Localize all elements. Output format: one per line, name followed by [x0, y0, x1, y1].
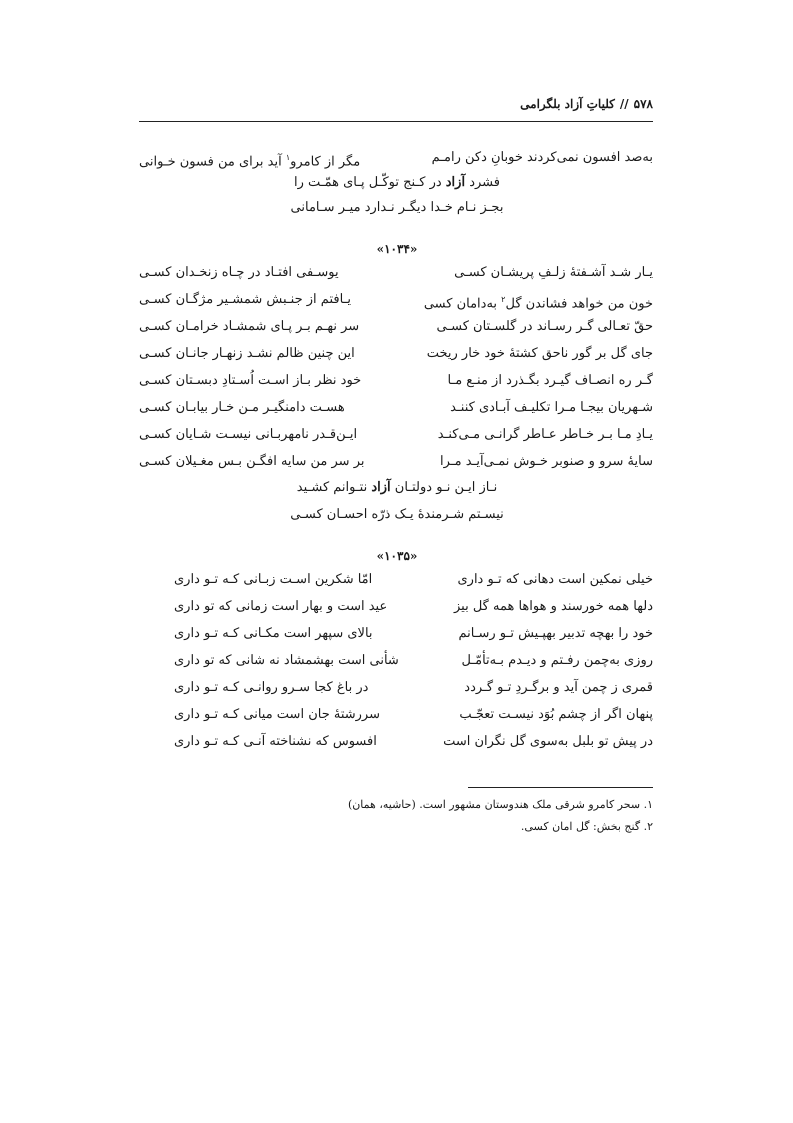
hemistich-right: شـهریان بیجـا مـرا تکلیـف آبـادی کننـد	[450, 400, 653, 415]
hemistich-text: خون من خواهد فشاندن گل	[505, 296, 653, 312]
verse	[139, 346, 653, 362]
verse	[139, 680, 653, 696]
verse	[139, 265, 653, 281]
hemistich-left: این چنین ظالم نشـد زنهـار جانـان کسـی	[139, 346, 355, 361]
hemistich-left: هسـت دامنگیـر مـن خـار بیابـان کسـی	[139, 400, 345, 415]
footnote: ۱. سحر کامرو شرقی ملک هندوستان مشهور است. (حاشیه، همان)	[347, 798, 653, 811]
verse	[139, 599, 653, 615]
hemistich-left: خود نظر بـاز اسـت اُسـتادِ دبسـتان کسـی	[139, 373, 362, 388]
hemistich-right: خود را بهچه تدبیر بهپـیش تـو رسـانم	[458, 626, 653, 641]
hemistich-right: در پیش تو بلبل به‌سوی گل نگران است	[443, 734, 653, 749]
verse	[139, 373, 653, 389]
footnote-rule	[468, 787, 653, 788]
closing-line: بجـز نـام خـدا دیگـر نـدارد میـر سـامانی	[290, 200, 504, 215]
verse	[139, 319, 653, 335]
hemistich-right	[424, 292, 653, 312]
hemistich-left: در باغ کجا سـرو روانـی کـه تـو داری	[174, 680, 369, 695]
hemistich-right: سایۀ سرو و صنوبر خـوش نمـی‌آیـد مـرا	[440, 454, 653, 469]
hemistich-text: مگر از کامرو	[290, 154, 361, 170]
header-rule	[139, 121, 653, 122]
verse	[139, 292, 653, 312]
verse	[139, 400, 653, 416]
hemistich-right: گـر ره انصـاف گیـرد بگـذرد از منـع مـا	[447, 373, 653, 388]
verse	[139, 454, 653, 470]
hemistich-right: حقّ تعـالی گـر رسـاند در گلسـتان کسـی	[436, 319, 653, 334]
verse	[139, 707, 653, 723]
hemistich-right: یـار شـد آشـفتۀ زلـفِ پریشـان کسـی	[454, 265, 653, 280]
hemistich-right: یـادِ مـا بـر خـاطر عـاطر گرانـی مـی‌کنـد	[437, 427, 653, 442]
hemistich-text: آید برای من فسون خـوانی	[139, 154, 286, 170]
page-number: ۵۷۸	[633, 97, 653, 111]
hemistich-right: جای گل بر گور ناحق کشتۀ خود خار ریخت	[426, 346, 653, 361]
closing-line: نـاز ایـن نـو دولتـان آزاد نتـوانم کشـید	[296, 480, 498, 495]
footnote-marker: ۲	[501, 295, 506, 304]
hemistich-right: پنهان اگر از چشم بُوَد نیسـت تعجّـب	[459, 707, 653, 722]
running-header	[139, 97, 653, 111]
verse	[139, 734, 653, 750]
book-title: کلیاتِ آزاد بلگرامی	[520, 97, 615, 111]
hemistich-text: به‌دامان کسی	[423, 296, 502, 312]
hemistich-left: شأنی است بهشمشاد نه شانی که تو داری	[174, 653, 399, 668]
closing-line: نیسـتم شـرمندۀ یـک ذرّه احسـان کسـی	[290, 507, 504, 522]
hemistich-left: سررشتۀ جان است میانی کـه تـو داری	[174, 707, 381, 722]
hemistich-left: عید است و بهار است زمانی که تو داری	[174, 599, 388, 614]
hemistich-left: یوسـفی افتـاد در چـاه زنخـدان کسـی	[139, 265, 339, 280]
hemistich-left: بالای سپهر است مکـانی کـه تـو داری	[174, 626, 373, 641]
hemistich-left: سر نهـم بـر پـای شمشـاد خرامـان کسـی	[139, 319, 360, 334]
poem-number: «۱۰۳۵»	[376, 549, 418, 563]
verse	[139, 572, 653, 588]
poet-name: آزاد	[371, 480, 391, 495]
poet-name: آزاد	[445, 175, 466, 190]
hemistich-left: افسوس که نشناخته آنـی کـه تـو داری	[174, 734, 377, 749]
poem-number: «۱۰۳۴»	[376, 242, 418, 256]
hemistich-right: خیلی نمکین است دهانی که تـو داری	[457, 572, 653, 587]
footnote-marker: ۱	[285, 153, 291, 162]
hemistich-left: یـافتم از جنـبش شمشـیر مژگـان کسـی	[139, 292, 351, 307]
header-separator: //	[619, 97, 629, 111]
hemistich-left: امّا شکرین اسـت زبـانی کـه تـو داری	[174, 572, 373, 587]
closing-line: فشرد آزاد در کـنج توکّـل پـای همّـت را	[294, 175, 500, 190]
hemistich-right: روزی به‌چمن رفـتم و دیـدم بـه‌تأمّـل	[461, 653, 653, 668]
verse	[139, 653, 653, 669]
verse	[139, 626, 653, 642]
hemistich-right: دلها همه خورسند و هواها همه گل بیز	[453, 599, 653, 614]
hemistich-right: به‌صد افسون نمی‌کردند خوبانِ دکن رامـم	[431, 150, 653, 165]
verse	[139, 150, 653, 170]
verse	[139, 427, 653, 443]
hemistich-left: بر سر من سایه افگـن بـس مغـیلان کسـی	[139, 454, 365, 469]
hemistich-left	[139, 150, 360, 170]
hemistich-left: ایـن‌قـدر نامهربـانی نیسـت شـایان کسـی	[139, 427, 358, 442]
hemistich-right: قمری ز چمن آید و برگـردِ تـو گـردد	[464, 680, 653, 695]
footnote: ۲. گنج بخش: گل امان کسی.	[520, 820, 653, 833]
